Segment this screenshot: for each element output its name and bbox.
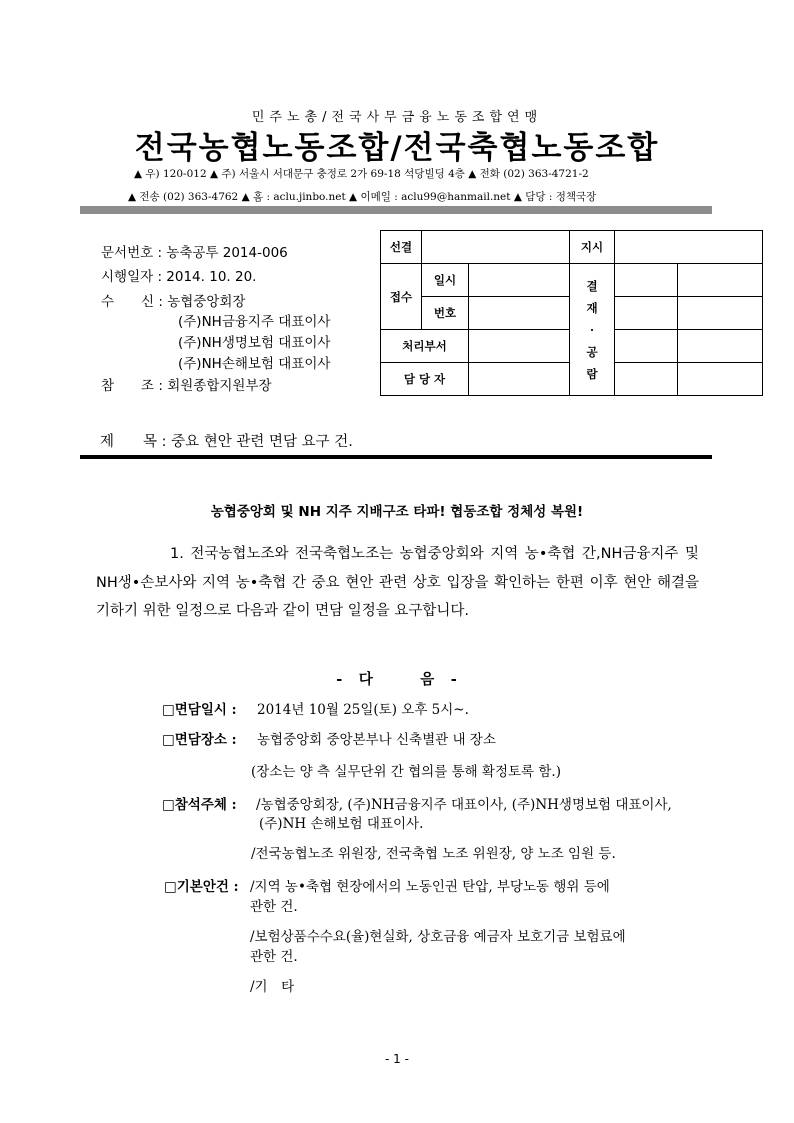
contact-line-1: ▲ 우) 120-012 ▲ 주) 서울시 서대문구 충정로 2가 69-18 석당빌딩 4층 ▲ 전화 (02) 363-4721-2 [134, 168, 589, 180]
union-title: 전국농협노동조합/전국축협노동조합 [134, 130, 660, 166]
ilsi-cell: 일시 [422, 264, 469, 297]
subject-divider [80, 455, 712, 459]
cheoribuseo-blank [469, 330, 570, 363]
gyeoljae-blank [615, 363, 678, 396]
jisi-blank [615, 231, 763, 264]
meeting-place-value: 농협중앙회 중앙본부나 신축별관 내 장소 [257, 732, 496, 748]
contact-line-2: ▲ 전송 (02) 363-4762 ▲ 홈 : aclu.jinbo.net ▲ 이메일 : aclu99@hanmail.net ▲ 담당 : 정책국장 [128, 191, 597, 203]
gyeoljae-blank [678, 297, 763, 330]
recipient-line: (주)NH손해보험 대표이사 [178, 356, 331, 372]
letterhead-divider [80, 206, 712, 214]
gyeoljae-cell [570, 264, 615, 396]
attendees-line: /농협중앙회장, (주)NH금융지주 대표이사, (주)NH생명보험 대표이사, [256, 797, 672, 813]
agenda-line: /기 타 [250, 979, 295, 995]
attendees-line: (주)NH 손해보험 대표이사. [259, 816, 424, 832]
seongyeol-blank [422, 231, 570, 264]
body-paragraph-text: 1. 전국농협노조와 전국축협노조는 농협중앙회와 지역 농•축협 간,NH금융지주 및 NH생•손보사와 지역 농•축협 간 중요 현안 관련 상호 입장을 확인하는 한편 이후 현안 해결을 기하기 위한 일정으로 다음과 같이 면담 일정을 요구합니다. [96, 546, 699, 619]
seongyeol-cell: 선결 [381, 231, 422, 264]
union-subtitle: 민주노총/전국사무금융노동조합연맹 [251, 110, 543, 125]
agenda-line: /지역 농•축협 현장에서의 노동인권 탄압, 부당노동 행위 등에 [250, 879, 610, 895]
meeting-place-label: □면담장소 : [162, 732, 237, 748]
gyeoljae-char: 재 [586, 300, 598, 315]
recipient-line: (주)NH금융지주 대표이사 [178, 314, 331, 330]
cheoribuseo-cell: 처리부서 [381, 330, 469, 363]
agenda-line: 관한 건. [250, 949, 298, 965]
damdangja-blank [469, 363, 570, 396]
daeum-heading: - 다 음 - [336, 672, 458, 688]
gyeoljae-blank [678, 330, 763, 363]
beonho-blank [469, 297, 570, 330]
gyeoljae-char: · [589, 322, 594, 337]
gyeoljae-blank [678, 264, 763, 297]
body-paragraph [96, 540, 699, 626]
gyeoljae-char: 결 [586, 278, 598, 293]
document-number: 문서번호 : 농축공투 2014-006 [101, 245, 288, 261]
reference-cc: 참 조 : 회원종합지원부장 [101, 378, 272, 394]
approval-box [380, 230, 763, 396]
issue-date: 시행일자 : 2014. 10. 20. [101, 269, 257, 285]
recipient-line: (주)NH생명보험 대표이사 [178, 335, 331, 351]
gyeoljae-blank [615, 264, 678, 297]
agenda-label: □기본안건 : [164, 879, 239, 895]
recipient: 수 신 : 농협중앙회장 [101, 294, 246, 310]
attendees-line: /전국농협노조 위원장, 전국축협 노조 위원장, 양 노조 임원 등. [251, 846, 616, 862]
gyeoljae-char: 람 [586, 366, 598, 381]
meeting-date-label: □면담일시 : [162, 702, 237, 718]
meeting-date-value: 2014년 10월 25일(토) 오후 5시~. [257, 702, 469, 718]
attendees-label: □참석주체 : [162, 797, 237, 813]
subject-line: 제 목 : 중요 현안 관련 면담 요구 건. [100, 434, 353, 450]
meeting-place-note: (장소는 양 측 실무단위 간 협의를 통해 확정토록 함.) [251, 764, 561, 780]
page-number: - 1 - [385, 1052, 409, 1066]
beonho-cell: 번호 [422, 297, 469, 330]
jeopsu-cell: 접수 [381, 264, 422, 330]
agenda-line: 관한 건. [250, 899, 298, 915]
gyeoljae-blank [615, 297, 678, 330]
gyeoljae-char: 공 [586, 344, 598, 359]
gyeoljae-blank [678, 363, 763, 396]
headline: 농협중앙회 및 NH 지주 지배구조 타파! 협동조합 정체성 복원! [210, 504, 584, 520]
damdangja-cell: 담 당 자 [381, 363, 469, 396]
jisi-cell: 지시 [570, 231, 615, 264]
gyeoljae-blank [615, 330, 678, 363]
agenda-line: /보험상품수수요(율)현실화, 상호금융 예금자 보호기금 보험료에 [250, 929, 626, 945]
ilsi-blank [469, 264, 570, 297]
